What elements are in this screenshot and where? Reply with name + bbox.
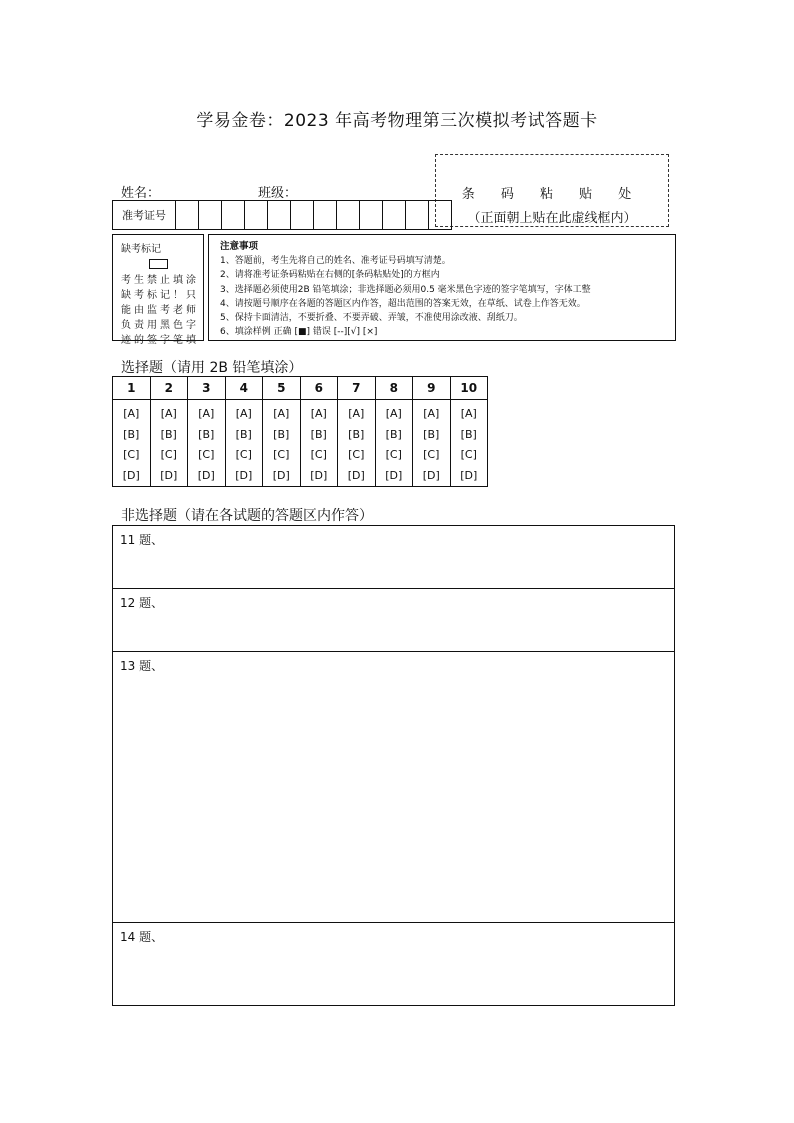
- notes-item: 2、请将准考证条码粘贴在右侧的[条码粘贴处]的方框内: [220, 270, 440, 281]
- option-bubble[interactable]: [C]: [198, 448, 215, 461]
- option-bubble[interactable]: [C]: [310, 448, 327, 461]
- exam-id-cell[interactable]: [268, 201, 291, 229]
- name-label: 姓名：: [121, 186, 161, 201]
- option-bubble[interactable]: [C]: [273, 448, 290, 461]
- exam-id-cell[interactable]: [199, 201, 222, 229]
- option-bubble[interactable]: [D]: [160, 468, 178, 482]
- option-column: [150, 400, 188, 487]
- option-bubble[interactable]: [A]: [460, 407, 477, 420]
- page-title: 学易金卷：2023 年高考物理第三次模拟考试答题卡: [196, 111, 598, 131]
- option-bubble[interactable]: [D]: [310, 468, 328, 482]
- barcode-instruction: （正面朝上贴在此虚线框内）: [467, 211, 637, 226]
- option-bubble[interactable]: [B]: [460, 427, 477, 441]
- option-bubble[interactable]: [A]: [385, 407, 402, 420]
- exam-id-cell[interactable]: [245, 201, 268, 229]
- answer-area-14[interactable]: [112, 922, 675, 1006]
- option-bubble[interactable]: [A]: [423, 407, 440, 420]
- option-column: [338, 400, 376, 487]
- option-bubble[interactable]: [A]: [310, 407, 327, 420]
- option-bubble[interactable]: [C]: [423, 448, 440, 461]
- absent-line: 能由监考老师: [121, 305, 197, 316]
- option-bubble[interactable]: [B]: [198, 427, 215, 441]
- absent-line: 迹的签字笔填: [121, 335, 197, 346]
- question-label: 12 题、: [120, 596, 164, 610]
- question-number: 8: [375, 377, 413, 400]
- free-section-title: 非选择题（请在各试题的答题区内作答）: [121, 508, 373, 524]
- exam-id-cell[interactable]: [337, 201, 360, 229]
- absent-line: 缺考标记！只: [121, 290, 197, 301]
- question-number: 3: [188, 377, 226, 400]
- option-bubble[interactable]: [C]: [123, 448, 140, 461]
- exam-id-row: [112, 200, 452, 230]
- notes-box: [208, 234, 676, 341]
- notes-item: 4、请按题号顺序在各题的答题区内作答，超出范围的答案无效，在草纸、试卷上作答无效。: [220, 298, 586, 309]
- class-label: 班级：: [258, 186, 298, 201]
- mc-answer-table: [112, 376, 488, 487]
- question-number: 5: [263, 377, 301, 400]
- question-number: 9: [413, 377, 451, 400]
- barcode-title: 条 码 粘 贴 处: [461, 187, 643, 202]
- notes-item: 6、填涂样例 正确 [■] 错误 [--][√] [×]: [220, 327, 378, 338]
- option-bubble[interactable]: [A]: [198, 407, 215, 420]
- answer-area-12[interactable]: [112, 588, 675, 652]
- option-bubble[interactable]: [A]: [273, 407, 290, 420]
- exam-id-cell[interactable]: [291, 201, 314, 229]
- option-bubble[interactable]: [B]: [273, 427, 290, 441]
- exam-id-cell[interactable]: [429, 201, 451, 229]
- option-column: [450, 400, 488, 487]
- option-bubble[interactable]: [D]: [272, 468, 290, 482]
- option-bubble[interactable]: [D]: [122, 468, 140, 482]
- absent-title: 缺考标记: [121, 244, 161, 255]
- exam-id-cell[interactable]: [176, 201, 199, 229]
- option-bubble[interactable]: [D]: [235, 468, 253, 482]
- question-number: 7: [338, 377, 376, 400]
- answer-area-13[interactable]: [112, 651, 675, 923]
- notes-item: 1、答题前，考生先将自己的姓名、准考证号码填写清楚。: [220, 256, 451, 267]
- exam-id-cell[interactable]: [406, 201, 429, 229]
- question-number: 1: [113, 377, 151, 400]
- mc-section-title: 选择题（请用 2B 铅笔填涂）: [121, 360, 303, 376]
- option-bubble[interactable]: [C]: [235, 448, 252, 461]
- question-label: 14 题、: [120, 930, 164, 944]
- option-bubble[interactable]: [D]: [347, 468, 365, 482]
- question-label: 11 题、: [120, 533, 164, 547]
- option-bubble[interactable]: [C]: [385, 448, 402, 461]
- option-bubble[interactable]: [C]: [160, 448, 177, 461]
- option-bubble[interactable]: [D]: [460, 468, 478, 482]
- option-bubble[interactable]: [B]: [348, 427, 365, 441]
- barcode-area: [435, 154, 669, 227]
- option-bubble[interactable]: [A]: [235, 407, 252, 420]
- option-bubble[interactable]: [C]: [460, 448, 477, 461]
- notes-item: 5、保持卡面清洁，不要折叠、不要弄破、弄皱，不准使用涂改液、刮纸刀。: [220, 313, 523, 324]
- exam-id-cell[interactable]: [314, 201, 337, 229]
- option-bubble[interactable]: [D]: [422, 468, 440, 482]
- answer-area-11[interactable]: [112, 525, 675, 589]
- question-number: 2: [150, 377, 188, 400]
- option-bubble[interactable]: [B]: [385, 427, 402, 441]
- question-number: 6: [300, 377, 338, 400]
- option-bubble[interactable]: [C]: [348, 448, 365, 461]
- option-column: [413, 400, 451, 487]
- absent-mark-box: [112, 234, 204, 346]
- option-column: [188, 400, 226, 487]
- name-field[interactable]: [160, 186, 258, 201]
- option-column: [113, 400, 151, 487]
- option-bubble[interactable]: [D]: [385, 468, 403, 482]
- option-bubble[interactable]: [A]: [348, 407, 365, 420]
- absent-checkbox[interactable]: [149, 259, 168, 269]
- option-bubble[interactable]: [B]: [423, 427, 440, 441]
- option-bubble[interactable]: [B]: [235, 427, 252, 441]
- class-field[interactable]: [297, 186, 395, 201]
- question-label: 13 题、: [120, 659, 164, 673]
- notes-item: 3、选择题必须使用2B 铅笔填涂；非选择题必须用0.5 毫米黑色字迹的签字笔填写，字体工整: [220, 284, 591, 295]
- exam-id-cell[interactable]: [383, 201, 406, 229]
- absent-line: 负责用黑色字: [121, 320, 197, 331]
- question-number: 4: [225, 377, 263, 400]
- option-column: [225, 400, 263, 487]
- option-bubble[interactable]: [A]: [160, 407, 177, 420]
- option-bubble[interactable]: [D]: [197, 468, 215, 482]
- option-column: [300, 400, 338, 487]
- option-column: [263, 400, 301, 487]
- option-bubble[interactable]: [B]: [160, 427, 177, 441]
- exam-id-label: 准考证号: [113, 201, 176, 229]
- name-class-line: [121, 182, 395, 201]
- notes-title: 注意事项: [220, 241, 259, 252]
- exam-id-cell[interactable]: [360, 201, 383, 229]
- option-bubble[interactable]: [A]: [123, 407, 140, 420]
- option-bubble[interactable]: [B]: [123, 427, 140, 441]
- exam-id-cell[interactable]: [222, 201, 245, 229]
- option-column: [375, 400, 413, 487]
- absent-line: 考生禁止填涂: [121, 275, 197, 286]
- option-bubble[interactable]: [B]: [310, 427, 327, 441]
- question-number: 10: [450, 377, 488, 400]
